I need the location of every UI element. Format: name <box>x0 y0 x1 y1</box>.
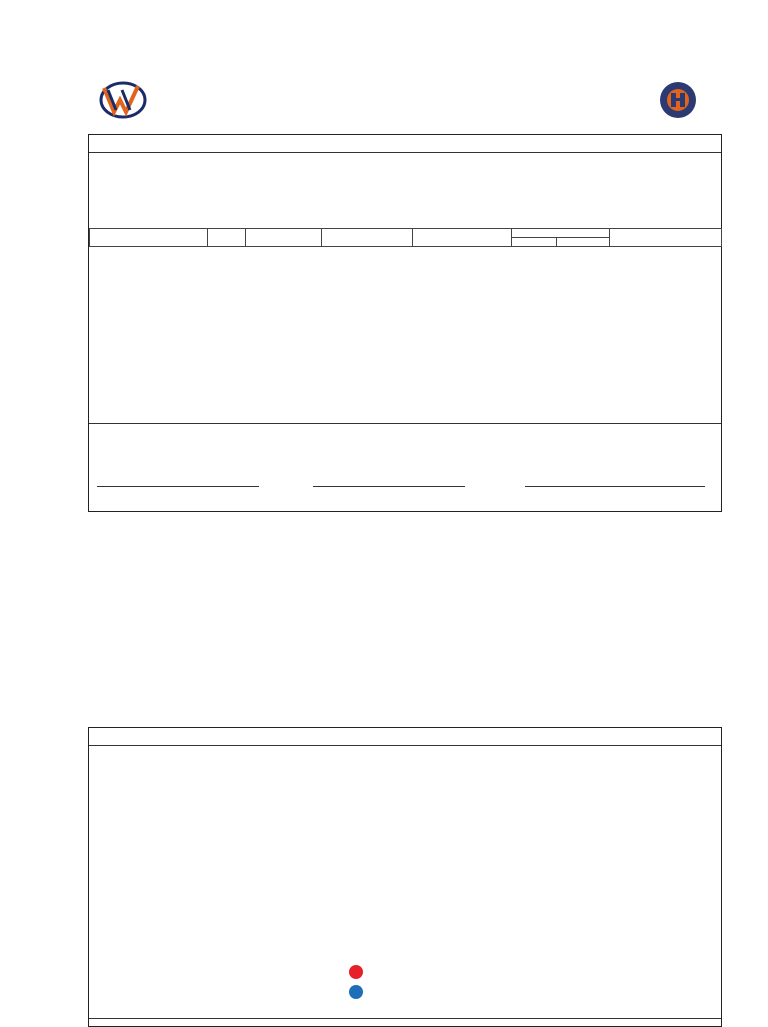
report-page-1 <box>88 134 722 512</box>
structural-sketch <box>99 778 711 950</box>
acceptable-dot <box>349 965 363 979</box>
report-page-2 <box>88 727 722 1027</box>
col-area <box>90 229 208 247</box>
col-method <box>413 229 512 247</box>
col-min <box>512 238 557 247</box>
col-surface <box>246 229 322 247</box>
sketch-bottom-divider <box>89 1018 721 1019</box>
legend-acceptable <box>349 965 370 979</box>
dft-table <box>89 228 722 247</box>
col-max <box>557 238 610 247</box>
col-remarks <box>610 229 722 247</box>
col-coat <box>208 229 246 247</box>
signature-line-2 <box>313 486 465 487</box>
dpwh-seal <box>654 80 702 120</box>
note-divider <box>89 423 721 424</box>
title-divider <box>89 152 721 153</box>
col-dft <box>512 229 610 238</box>
signature-line-1 <box>97 486 259 487</box>
legend-rejectable <box>349 985 370 999</box>
company-logo <box>98 80 150 120</box>
col-paint <box>322 229 413 247</box>
signature-line-3 <box>525 486 705 487</box>
sketch-title-divider <box>89 745 721 746</box>
rejectable-dot <box>349 985 363 999</box>
